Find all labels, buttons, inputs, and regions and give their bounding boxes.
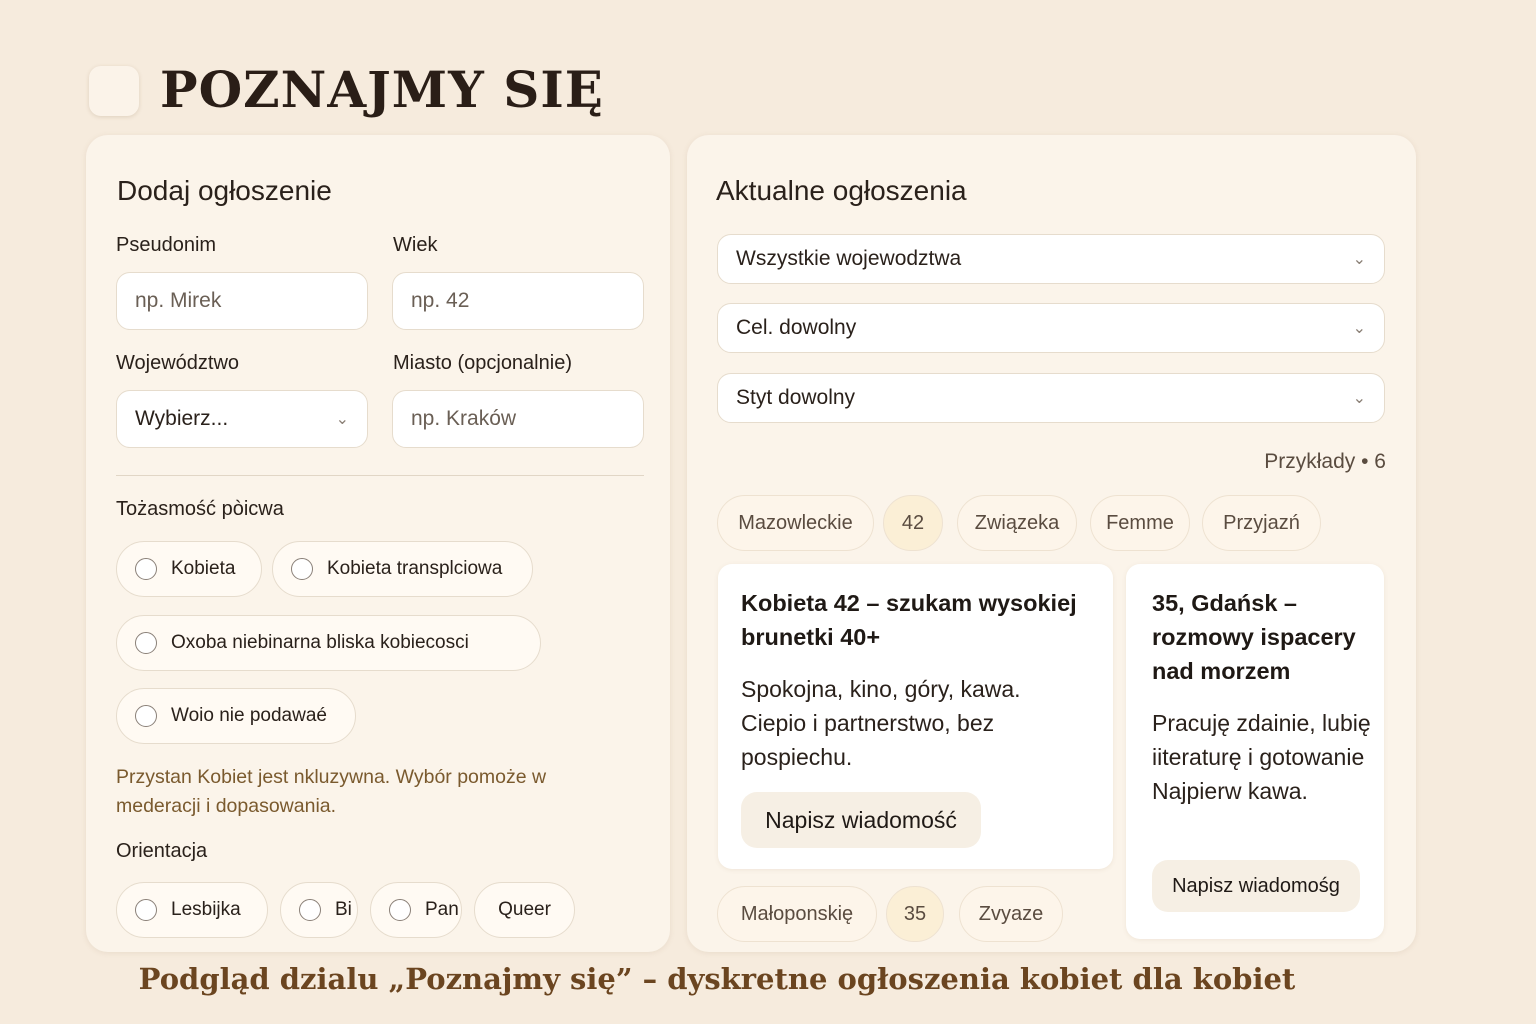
- listing-card-title: 35, Gdańsk – rozmowy ispacery nad morzem: [1152, 590, 1356, 684]
- voivodeship-label: Województwo: [116, 352, 240, 374]
- chevron-down-icon: ⌄: [1352, 251, 1366, 268]
- identity-option-kobieta-transplciowa[interactable]: [272, 541, 533, 597]
- listing-card: [1126, 564, 1384, 939]
- app-logo: [89, 66, 139, 116]
- write-message-button[interactable]: Napisz wiadomość: [741, 792, 981, 848]
- tag-relationship: Przyjazń: [1202, 495, 1321, 551]
- listing-card-title: Kobieta 42 – szukam wysokiej brunetki 40+: [741, 590, 1077, 650]
- orientation-option-lesbijka[interactable]: [116, 882, 268, 938]
- identity-option-nie-podawac[interactable]: [116, 688, 356, 744]
- orientation-option-queer[interactable]: [474, 882, 575, 938]
- identity-label: Tożasmość pòicwa: [116, 498, 284, 520]
- tag-goal: Związeka: [957, 495, 1077, 551]
- style-filter-value: Styt dowolny: [736, 386, 856, 409]
- orientation-option-pan[interactable]: [370, 882, 462, 938]
- radio-icon: [135, 632, 157, 654]
- style-filter-select[interactable]: [717, 373, 1385, 423]
- orientation-option-label: Bi: [335, 899, 352, 920]
- radio-icon: [291, 558, 313, 580]
- form-divider: [116, 475, 644, 476]
- age-label: Wiek: [393, 234, 438, 256]
- listings-heading: Aktualne ogłoszenia: [716, 175, 967, 206]
- identity-option-label: Kobieta: [171, 558, 236, 579]
- tag-age: 42: [883, 495, 943, 551]
- region-filter-value: Wszystkie wojewodztwa: [736, 247, 962, 270]
- add-listing-heading: Dodaj ogłoszenie: [117, 175, 332, 206]
- tag-goal: Zvyaze: [959, 886, 1063, 942]
- identity-helper-text: Przystan Kobiet jest nkluzywna. Wybór pomoże w mederacji i dopasowania.: [116, 766, 547, 817]
- city-input[interactable]: [392, 390, 644, 448]
- listings-panel: [687, 135, 1416, 952]
- nickname-label: Pseudonim: [116, 234, 217, 256]
- orientation-label: Orientacja: [116, 840, 208, 862]
- listing-card: [718, 564, 1113, 869]
- orientation-option-bi[interactable]: [280, 882, 358, 938]
- listing-card-body: Spokojna, kino, góry, kawa. Ciepio i partnerstwo, bez pospiechu.: [741, 676, 1021, 770]
- radio-icon: [389, 899, 411, 921]
- orientation-option-label: Lesbijka: [171, 899, 241, 920]
- city-label: Miasto (opcjonalnie): [393, 352, 572, 374]
- region-filter-select[interactable]: [717, 234, 1385, 284]
- radio-icon: [135, 558, 157, 580]
- radio-icon: [135, 705, 157, 727]
- preview-caption: Podgląd dzialu „Poznajmy się” – dyskretne ogłoszenia kobiet dla kobiet: [138, 962, 1296, 996]
- listing-card-body: Pracuję zdainie, lubię iiteraturę i gotowanie Najpierw kawa.: [1152, 710, 1371, 804]
- orientation-option-label: Pan: [425, 899, 459, 920]
- identity-option-kobieta[interactable]: [116, 541, 262, 597]
- write-message-button[interactable]: Napisz wiadomośg: [1152, 860, 1360, 912]
- orientation-option-label: Queer: [498, 899, 551, 920]
- tag-age: 35: [886, 886, 944, 942]
- identity-option-label: Kobieta transplciowa: [327, 558, 503, 579]
- nickname-input[interactable]: [116, 272, 368, 330]
- voivodeship-select[interactable]: [116, 390, 368, 448]
- results-count: Przykłady • 6: [1264, 450, 1386, 473]
- page-title: POZNAJMY SIĘ: [160, 60, 604, 119]
- tag-style: Femme: [1090, 495, 1190, 551]
- chevron-down-icon: ⌄: [1352, 320, 1366, 337]
- chevron-down-icon: ⌄: [1352, 390, 1366, 407]
- radio-icon: [135, 899, 157, 921]
- radio-icon: [299, 899, 321, 921]
- age-input[interactable]: [392, 272, 644, 330]
- identity-option-niebinarna[interactable]: [116, 615, 541, 671]
- identity-option-label: Oxoba niebinarna bliska kobiecosci: [171, 632, 469, 653]
- chevron-down-icon: ⌄: [335, 411, 349, 428]
- goal-filter-select[interactable]: [717, 303, 1385, 353]
- tag-region: Mazowleckie: [717, 495, 874, 551]
- tag-region: Małoponskię: [717, 886, 877, 942]
- voivodeship-select-value: Wybierz...: [135, 407, 229, 430]
- identity-option-label: Woio nie podawaé: [171, 705, 327, 726]
- goal-filter-value: Cel. dowolny: [736, 316, 857, 339]
- add-listing-panel: [86, 135, 670, 952]
